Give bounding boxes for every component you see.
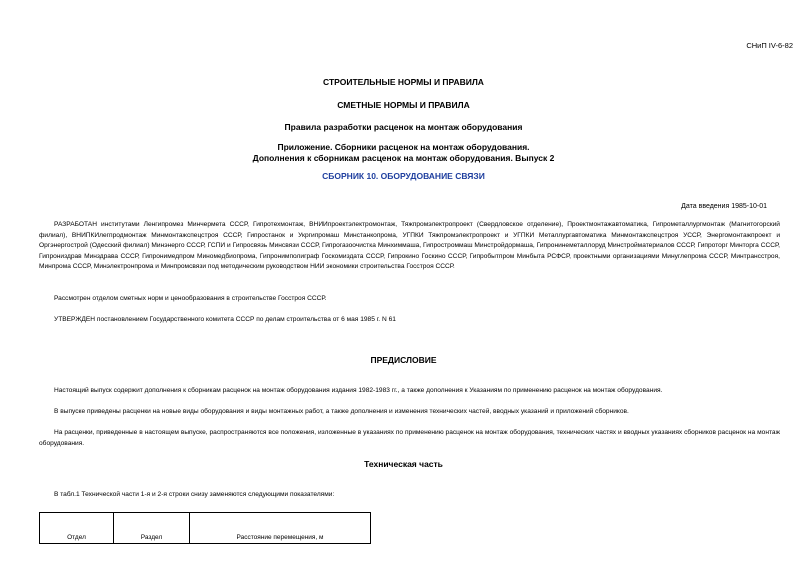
preface-paragraph-2-text: В выпуске приведены расценки на новые виды оборудования и виды монтажных работ, а также дополнения и изменения технических частей, вводных указаний и приложений сборников. <box>54 408 629 415</box>
collection-title-link[interactable]: СБОРНИК 10. ОБОРУДОВАНИЕ СВЯЗИ <box>322 171 485 181</box>
technical-paragraph <box>39 490 780 501</box>
title-estimate-norms: СМЕТНЫЕ НОРМЫ И ПРАВИЛА <box>337 100 470 110</box>
preface-paragraph-1 <box>39 386 780 397</box>
title-appendix-line1: Приложение. Сборники расценок на монтаж оборудования. <box>277 142 530 152</box>
paragraph-approved-text: УТВЕРЖДЕН постановлением Государственного комитета СССР по делам строительства от 6 мая 1985 г. N 61 <box>54 316 396 323</box>
technical-paragraph-text: В табл.1 Технической части 1-я и 2-я строки снизу заменяются следующими показателями: <box>54 491 335 498</box>
preface-heading: ПРЕДИСЛОВИЕ <box>370 355 437 365</box>
technical-part-heading: Техническая часть <box>364 459 443 469</box>
paragraph-developed <box>39 220 780 273</box>
title-rules: Правила разработки расценок на монтаж оборудования <box>284 122 523 132</box>
table-header-row <box>40 513 371 544</box>
paragraph-approved <box>39 315 780 326</box>
preface-paragraph-3 <box>39 428 780 449</box>
paragraph-reviewed <box>39 294 780 305</box>
title-building-norms: СТРОИТЕЛЬНЫЕ НОРМЫ И ПРАВИЛА <box>323 77 484 87</box>
introduction-date: Дата введения 1985-10-01 <box>681 203 767 210</box>
document-code: СНиП IV-6-82 <box>746 41 793 50</box>
table-header-department: Отдел <box>40 513 114 544</box>
title-appendix <box>0 142 807 164</box>
preface-paragraph-3-text: На расценки, приведенные в настоящем выпуске, распространяются все положения, изложенные в указаниях по применению расценок на монтаж оборудования, технических частях и вводных указаниях сборников расценок на монтаж оборудования. <box>39 429 780 447</box>
title-appendix-line2: Дополнения к сборникам расценок на монтаж оборудования. Выпуск 2 <box>252 153 555 163</box>
preface-paragraph-1-text: Настоящий выпуск содержит дополнения к сборникам расценок на монтаж оборудования издания 1982-1983 гг., а также дополнения к Указаниям по применению расценок на монтаж оборудования. <box>54 387 663 394</box>
paragraph-reviewed-text: Рассмотрен отделом сметных норм и ценообразования в строительстве Госстроя СССР. <box>54 295 327 302</box>
distance-table <box>39 512 371 544</box>
table-header-distance: Расстояние перемещения, м <box>190 513 371 544</box>
paragraph-developed-text: РАЗРАБОТАН институтами Ленгипромез Минчермета СССР, Гипротехмонтаж, ВНИИпроектэлектромонтаж, Тяжпромэлектропроект (Свердловское отделение), Проектмонтажавтоматика, Гипрометаллургмонтаж (Магнитогорский филиал), ВНИПКИлегпродмонтаж Минмонтажспецстроя СССР, Гипростанок и Укргипромаш Минстанкопрома, УГПКИ Тяжпромэлектропроект и УГПКИ Металлургавтоматика Минмонтажспецстроя УССР, Энергомонтажпроект и Оргэнергострой (Одесский филиал) Минэнерго СССР, ГСПИ и Гипросвязь Минсвязи СССР, Гипрогазоочистка Минхиммаша, Гипростроммаш Минстройдормаша, Гипронинеметаллоруд Минстройматериалов СССР, Гипроторг Минторга СССР, Гипрониздрав Минздрава СССР, Гипронимедпром Миномедбиопрома, Гипронимполиграф Госкомиздата СССР, Гипрокино Госкино СССР, Гипробытпром Минбыта РСФСР, проектными организациями Минуглепрома СССР, Минтрансстроя, Минпромa СССР, Минэлектронпрома и Минпромсвязи под методическим руководством НИИ экономики строительства Госстроя СССР. <box>39 221 780 271</box>
table-header-section: Раздел <box>114 513 190 544</box>
preface-paragraph-2 <box>39 407 780 418</box>
